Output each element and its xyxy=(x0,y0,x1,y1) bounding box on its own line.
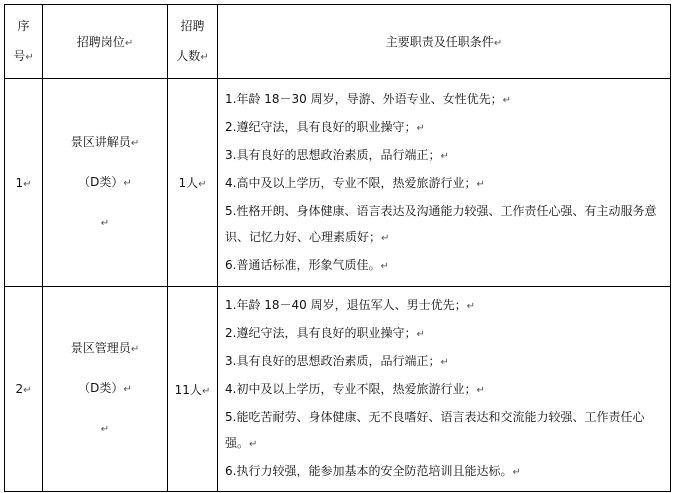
paragraph-mark: ↵ xyxy=(381,232,390,244)
requirement-item: 2.遵纪守法，具有良好的职业操守； xyxy=(225,326,417,340)
row-count: 1人 xyxy=(178,176,199,190)
header-cell-count xyxy=(168,5,218,79)
paragraph-mark: ↵ xyxy=(440,357,449,368)
header-cell-requirements xyxy=(218,5,671,79)
paragraph-mark: ↵ xyxy=(123,384,132,395)
paragraph-mark: ↵ xyxy=(25,51,34,63)
header-no-line1: 序 xyxy=(17,18,30,33)
requirement-item: 6.执行力较强，能参加基本的安全防范培训且能达标。 xyxy=(225,464,513,478)
paragraph-mark: ↵ xyxy=(23,178,32,190)
row-position: 景区管理员 xyxy=(70,341,131,355)
row-no: 2 xyxy=(15,382,24,396)
paragraph-mark: ↵ xyxy=(476,385,485,396)
requirement-item: 4.高中及以上学历，专业不限，热爱旅游行业； xyxy=(225,175,477,190)
row-category: （D类） xyxy=(78,381,124,395)
paragraph-mark: ↵ xyxy=(198,179,207,190)
table-row xyxy=(5,79,671,287)
paragraph-mark: ↵ xyxy=(124,38,134,49)
paragraph-mark: ↵ xyxy=(100,217,110,229)
row-count-cell xyxy=(168,287,218,492)
requirement-item: 3.具有良好的思想政治素质，品行端正； xyxy=(225,147,441,162)
row-requirements-cell xyxy=(218,287,671,492)
header-position-label: 招聘岗位 xyxy=(76,35,125,49)
header-cell-position xyxy=(43,5,168,79)
cell-end-mark: ↵ xyxy=(380,260,389,272)
row-no-cell xyxy=(5,79,43,287)
requirement-item: 5.能吃苦耐劳、身体健康、无不良嗜好、语言表达和交流能力较强、工作责任心强。 xyxy=(225,410,645,450)
requirement-item: 3.具有良好的思想政治素质，品行端正； xyxy=(225,354,441,368)
header-count-line2: 人数 xyxy=(176,48,201,63)
row-position-cell xyxy=(43,287,168,492)
row-position-cell xyxy=(43,79,168,287)
row-requirements-cell xyxy=(218,79,671,287)
header-count-line1: 招聘 xyxy=(180,18,205,33)
paragraph-mark: ↵ xyxy=(249,439,258,450)
header-cell-no xyxy=(5,5,43,79)
row-no-cell xyxy=(5,287,43,492)
paragraph-mark: ↵ xyxy=(502,94,512,106)
paragraph-mark: ↵ xyxy=(200,51,209,63)
paragraph-mark: ↵ xyxy=(100,424,110,435)
row-count: 11人 xyxy=(174,382,202,397)
recruitment-table xyxy=(4,4,671,492)
paragraph-mark: ↵ xyxy=(416,329,425,340)
requirement-item: 4.初中及以上学历，专业不限，热爱旅游行业； xyxy=(225,382,477,396)
requirement-item: 6.普通话标准，形象气质佳。 xyxy=(225,257,381,272)
cell-end-mark: ↵ xyxy=(512,467,521,478)
requirement-item: 5.性格开朗、身体健康、语言表达及沟通能力较强、工作责任心强、有主动服务意识、记忆力好、心理素质好； xyxy=(225,203,657,244)
requirement-item: 1.年龄 18－30 周岁，导游、外语专业、女性优先； xyxy=(225,91,503,106)
row-category: （D类） xyxy=(78,174,124,189)
paragraph-mark: ↵ xyxy=(23,385,32,396)
requirement-item: 2.遵纪守法，具有良好的职业操守； xyxy=(225,119,417,134)
paragraph-mark: ↵ xyxy=(493,38,503,49)
table-row xyxy=(5,287,671,492)
paragraph-mark: ↵ xyxy=(123,177,132,189)
paragraph-mark: ↵ xyxy=(201,385,211,397)
paragraph-mark: ↵ xyxy=(440,150,449,162)
header-requirements-label: 主要职责及任职条件 xyxy=(385,35,494,49)
row-no: 1 xyxy=(15,175,24,190)
requirement-item: 1.年龄 18－40 周岁，退伍军人、男士优先； xyxy=(225,298,467,312)
paragraph-mark: ↵ xyxy=(466,301,476,312)
header-no-line2: 号 xyxy=(13,48,26,63)
row-count-cell xyxy=(168,79,218,287)
paragraph-mark: ↵ xyxy=(416,122,425,134)
row-position: 景区讲解员 xyxy=(70,134,131,149)
paragraph-mark: ↵ xyxy=(130,344,140,355)
paragraph-mark: ↵ xyxy=(476,178,485,190)
table-header-row xyxy=(5,5,671,79)
paragraph-mark: ↵ xyxy=(130,137,140,149)
